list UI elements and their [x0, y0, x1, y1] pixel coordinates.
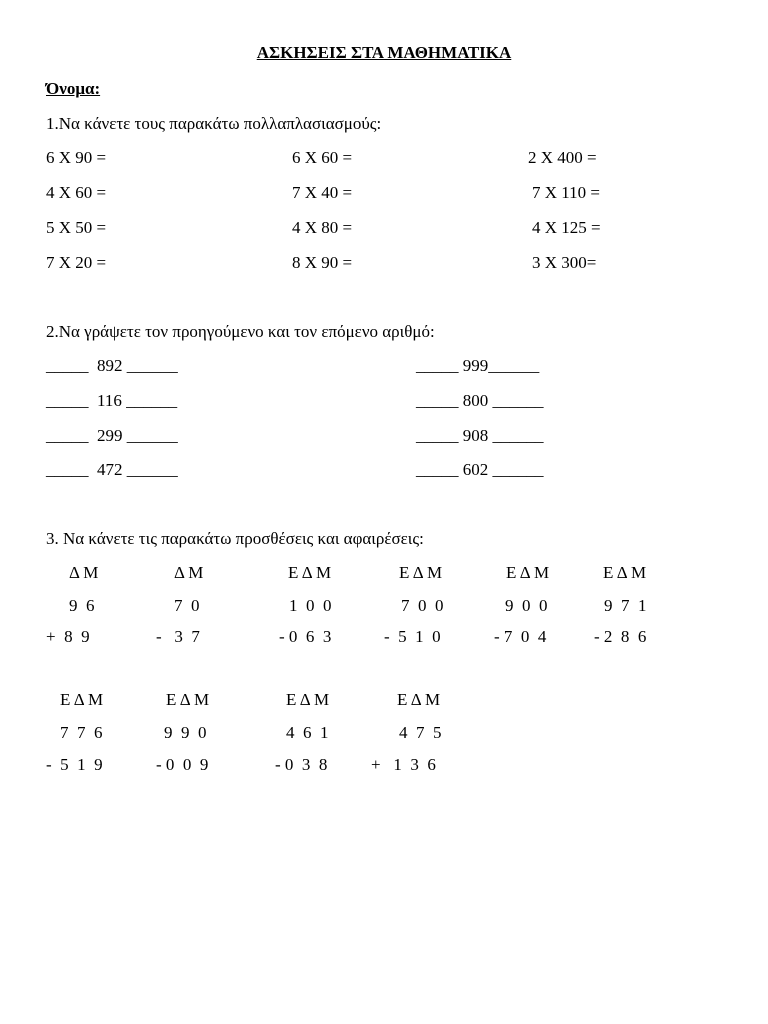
- column-header: Δ Μ: [174, 563, 204, 582]
- bottom-number: - 5 1 9: [46, 755, 103, 774]
- section3-heading: 3. Να κάνετε τις παρακάτω προσθέσεις και αφαιρέσεις:: [46, 529, 424, 548]
- bottom-number: - 0 0 9: [156, 755, 209, 774]
- column-header: Ε Δ Μ: [603, 563, 647, 582]
- bottom-number: - 2 8 6: [594, 627, 647, 646]
- mult-item: 4 Χ 125 =: [532, 218, 601, 237]
- column-header: Ε Δ Μ: [286, 690, 330, 709]
- top-number: 4 6 1: [286, 723, 329, 742]
- mult-item: 4 Χ 80 =: [292, 218, 353, 237]
- mult-item: 3 Χ 300=: [532, 253, 597, 272]
- bottom-number: - 5 1 0: [384, 627, 441, 646]
- mult-item: 4 Χ 60 =: [46, 183, 107, 202]
- section2-heading: 2.Να γράψετε τον προηγούμενο και τον επόμενο αριθμό:: [46, 322, 435, 341]
- number-neighbors-item: _____ 116 ______: [46, 391, 178, 410]
- bottom-number: - 3 7: [156, 627, 200, 646]
- number-neighbors-item: _____ 602 ______: [416, 460, 544, 479]
- mult-item: 7 Χ 40 =: [292, 183, 353, 202]
- top-number: 9 9 0: [164, 723, 207, 742]
- mult-item: 5 Χ 50 =: [46, 218, 107, 237]
- top-number: 7 7 6: [60, 723, 103, 742]
- number-neighbors-item: _____ 908 ______: [416, 426, 544, 445]
- column-header: Ε Δ Μ: [506, 563, 550, 582]
- column-header: Ε Δ Μ: [166, 690, 210, 709]
- bottom-number: - 0 3 8: [275, 755, 328, 774]
- top-number: 4 7 5: [399, 723, 442, 742]
- top-number: 7 0 0: [401, 596, 444, 615]
- mult-item: 6 Χ 60 =: [292, 148, 353, 167]
- number-neighbors-item: _____ 800 ______: [416, 391, 544, 410]
- column-header: Ε Δ Μ: [397, 690, 441, 709]
- number-neighbors-item: _____ 892 ______: [46, 356, 178, 375]
- bottom-number: - 7 0 4: [494, 627, 547, 646]
- page-title: ΑΣΚΗΣΕΙΣ ΣΤΑ ΜΑΘΗΜΑΤΙΚΑ: [256, 43, 512, 62]
- top-number: 9 6: [69, 596, 95, 615]
- bottom-number: + 8 9: [46, 627, 90, 646]
- top-number: 9 7 1: [604, 596, 647, 615]
- top-number: 7 0: [174, 596, 200, 615]
- mult-item: 7 Χ 20 =: [46, 253, 107, 272]
- number-neighbors-item: _____ 999______: [416, 356, 540, 375]
- mult-item: 8 Χ 90 =: [292, 253, 353, 272]
- top-number: 1 0 0: [289, 596, 332, 615]
- bottom-number: + 1 3 6: [371, 755, 436, 774]
- column-header: Δ Μ: [69, 563, 99, 582]
- mult-item: 7 Χ 110 =: [532, 183, 600, 202]
- number-neighbors-item: _____ 299 ______: [46, 426, 178, 445]
- column-header: Ε Δ Μ: [399, 563, 443, 582]
- bottom-number: - 0 6 3: [279, 627, 332, 646]
- mult-item: 6 Χ 90 =: [46, 148, 107, 167]
- column-header: Ε Δ Μ: [288, 563, 332, 582]
- mult-item: 2 Χ 400 =: [528, 148, 597, 167]
- top-number: 9 0 0: [505, 596, 548, 615]
- section1-heading: 1.Να κάνετε τους παρακάτω πολλαπλασιασμούς:: [46, 114, 382, 133]
- name-label: Όνομα:: [46, 79, 101, 98]
- column-header: Ε Δ Μ: [60, 690, 104, 709]
- number-neighbors-item: _____ 472 ______: [46, 460, 178, 479]
